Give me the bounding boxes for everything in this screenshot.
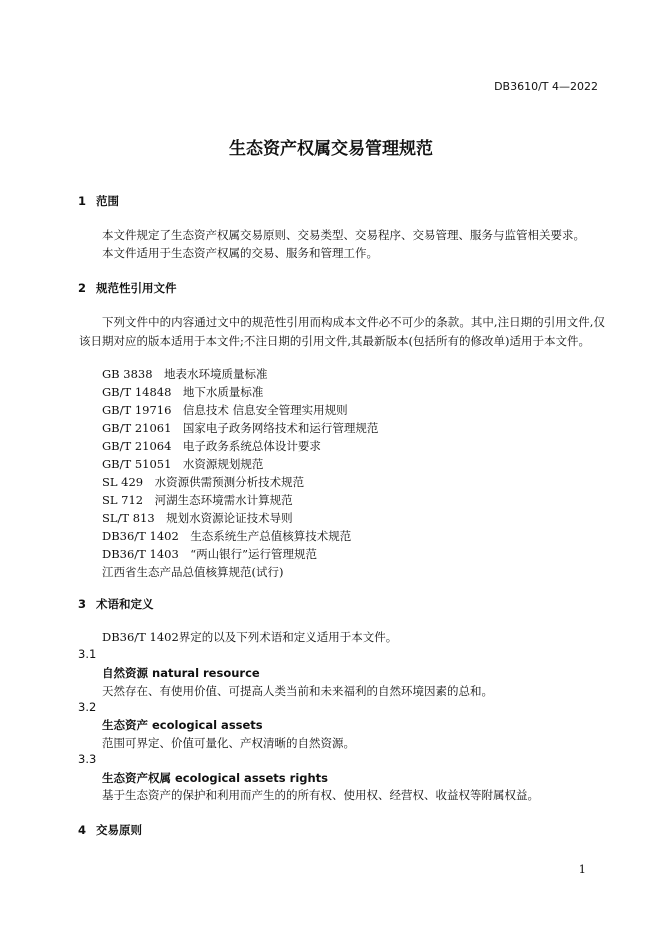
reference-item: GB/T 14848 地下水质量标准	[102, 385, 264, 399]
normative-intro-paragraph: 下列文件中的内容通过文中的规范性引用而构成本文件必不可少的条款。其中,注日期的引用文件,仅该日期对应的版本适用于本文件;不注日期的引用文件,其最新版本(包括所有的修改单)适用于本文件。	[79, 315, 605, 348]
section-title: 术语和定义	[96, 597, 154, 611]
section-heading-4	[78, 822, 142, 838]
reference-item: GB/T 51051 水资源规划规范	[102, 457, 264, 471]
section-number: 3	[78, 597, 87, 611]
section-title: 交易原则	[96, 823, 142, 837]
term-number: 3.3	[78, 752, 97, 766]
term-name: 自然资源 natural resource	[102, 666, 260, 680]
scope-paragraph-1: 本文件规定了生态资产权属交易原则、交易类型、交易程序、交易管理、服务与监管相关要求。	[102, 228, 585, 242]
reference-item: 江西省生态产品总值核算规范(试行)	[102, 565, 284, 579]
scope-paragraph-2: 本文件适用于生态资产权属的交易、服务和管理工作。	[102, 246, 378, 260]
terms-intro: DB36/T 1402界定的以及下列术语和定义适用于本文件。	[102, 630, 398, 644]
reference-item: SL 712 河湖生态环境需水计算规范	[102, 493, 293, 507]
reference-item: GB 3838 地表水环境质量标准	[102, 367, 268, 381]
term-name: 生态资产 ecological assets	[102, 718, 263, 732]
reference-item: DB36/T 1403 “两山银行”运行管理规范	[102, 547, 318, 561]
section-number: 2	[78, 281, 87, 295]
page-number: 1	[578, 862, 586, 876]
standard-code-header: DB3610/T 4—2022	[494, 80, 598, 93]
term-name: 生态资产权属 ecological assets rights	[102, 771, 329, 785]
section-number: 4	[78, 823, 87, 837]
document-title: 生态资产权属交易管理规范	[229, 139, 433, 159]
section-heading-1	[78, 193, 119, 209]
reference-item: GB/T 19716 信息技术 信息安全管理实用规则	[102, 403, 348, 417]
section-heading-3	[78, 596, 154, 612]
section-heading-2	[78, 280, 177, 296]
reference-item: GB/T 21064 电子政务系统总体设计要求	[102, 439, 321, 453]
term-definition: 天然存在、有使用价值、可提高人类当前和未来福利的自然环境因素的总和。	[102, 684, 493, 698]
reference-item: SL/T 813 规划水资源论证技术导则	[102, 511, 293, 525]
section-number: 1	[78, 194, 87, 208]
term-number: 3.2	[78, 700, 97, 714]
section-title: 规范性引用文件	[96, 281, 177, 295]
reference-item: GB/T 21061 国家电子政务网络技术和运行管理规范	[102, 421, 379, 435]
term-definition: 范围可界定、价值可量化、产权清晰的自然资源。	[102, 736, 355, 750]
term-definition: 基于生态资产的保护和利用而产生的的所有权、使用权、经营权、收益权等附属权益。	[102, 788, 539, 802]
term-number: 3.1	[78, 647, 97, 661]
reference-item: SL 429 水资源供需预测分析技术规范	[102, 475, 305, 489]
reference-item: DB36/T 1402 生态系统生产总值核算技术规范	[102, 529, 352, 543]
section-title: 范围	[96, 194, 119, 208]
